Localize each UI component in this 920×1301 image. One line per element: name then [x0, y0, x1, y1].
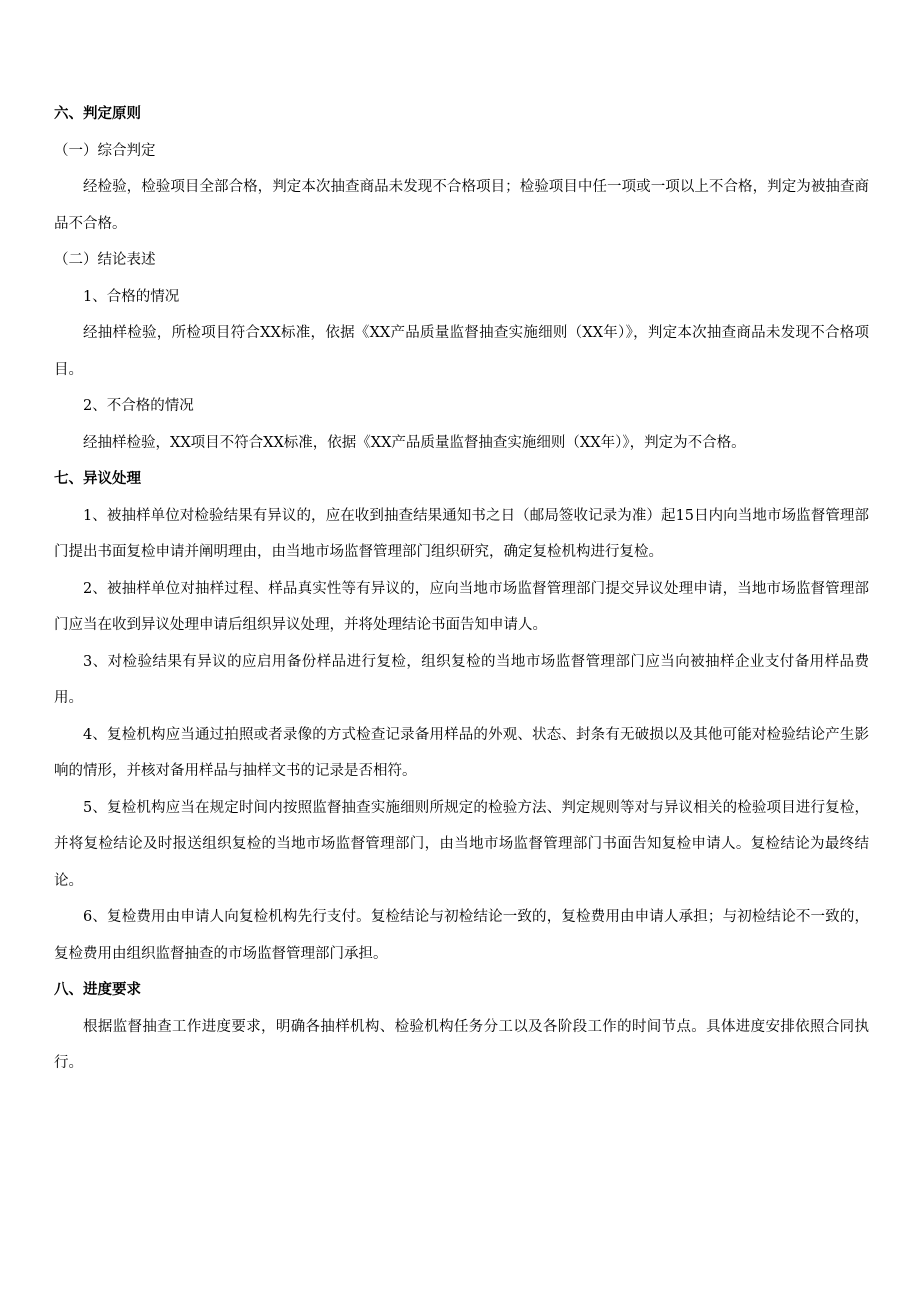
- section6-item-2: 2、不合格的情况: [83, 398, 194, 414]
- section7-heading: 七、异议处理: [54, 471, 141, 487]
- section7-paragraph-5: 5、复检机构应当在规定时间内按照监督抽查实施细则所规定的检验方法、判定规则等对与异议相关的检验项目进行复检，并将复检结论及时报送组织复检的当地市场监督管理部门，由当地市场监督管理部门书面告知复检申请人。复检结论为最终结论。: [54, 799, 869, 889]
- section8-heading: 八、进度要求: [54, 982, 141, 998]
- section6-paragraph-3: 经抽样检验，XX项目不符合XX标准，依据《XX产品质量监督抽查实施细则（XX年）》，判定为不合格。: [83, 434, 746, 451]
- section6-item-1: 1、合格的情况: [83, 288, 180, 305]
- document-page: [54, 96, 869, 1082]
- section7-paragraph-3: 3、对检验结果有异议的应启用备份样品进行复检，组织复检的当地市场监督管理部门应当向被抽样企业支付备用样品费用。: [54, 653, 869, 706]
- section8-paragraph-1: 根据监督抽查工作进度要求，明确各抽样机构、检验机构任务分工以及各阶段工作的时间节点。具体进度安排依照合同执行。: [54, 1018, 869, 1071]
- section6-heading: 六、判定原则: [54, 106, 141, 122]
- section6-sub1: （一）综合判定: [54, 142, 156, 159]
- section7-paragraph-4: 4、复检机构应当通过拍照或者录像的方式检查记录备用样品的外观、状态、封条有无破损以及其他可能对检验结论产生影响的情形，并核对备用样品与抽样文书的记录是否相符。: [54, 726, 869, 779]
- section7-paragraph-6: 6、复检费用由申请人向复检机构先行支付。复检结论与初检结论一致的，复检费用由申请人承担；与初检结论不一致的，复检费用由组织监督抽查的市场监督管理部门承担。: [54, 909, 869, 962]
- section7-paragraph-2: 2、被抽样单位对抽样过程、样品真实性等有异议的，应向当地市场监督管理部门提交异议处理申请，当地市场监督管理部门应当在收到异议处理申请后组织异议处理，并将处理结论书面告知申请人。: [54, 580, 869, 633]
- section6-sub2: （二）结论表述: [54, 252, 156, 268]
- section7-paragraph-1: 1、被抽样单位对检验结果有异议的，应在收到抽查结果通知书之日（邮局签收记录为准）起15日内向当地市场监督管理部门提出书面复检申请并阐明理由，由当地市场监督管理部门组织研究，确定复检机构进行复检。: [54, 507, 869, 560]
- section6-paragraph-2: 经抽样检验，所检项目符合XX标准，依据《XX产品质量监督抽查实施细则（XX年）》，判定本次抽查商品未发现不合格项目。: [54, 325, 869, 378]
- section6-paragraph-1: 经检验，检验项目全部合格，判定本次抽查商品未发现不合格项目；检验项目中任一项或一项以上不合格，判定为被抽查商品不合格。: [54, 179, 869, 232]
